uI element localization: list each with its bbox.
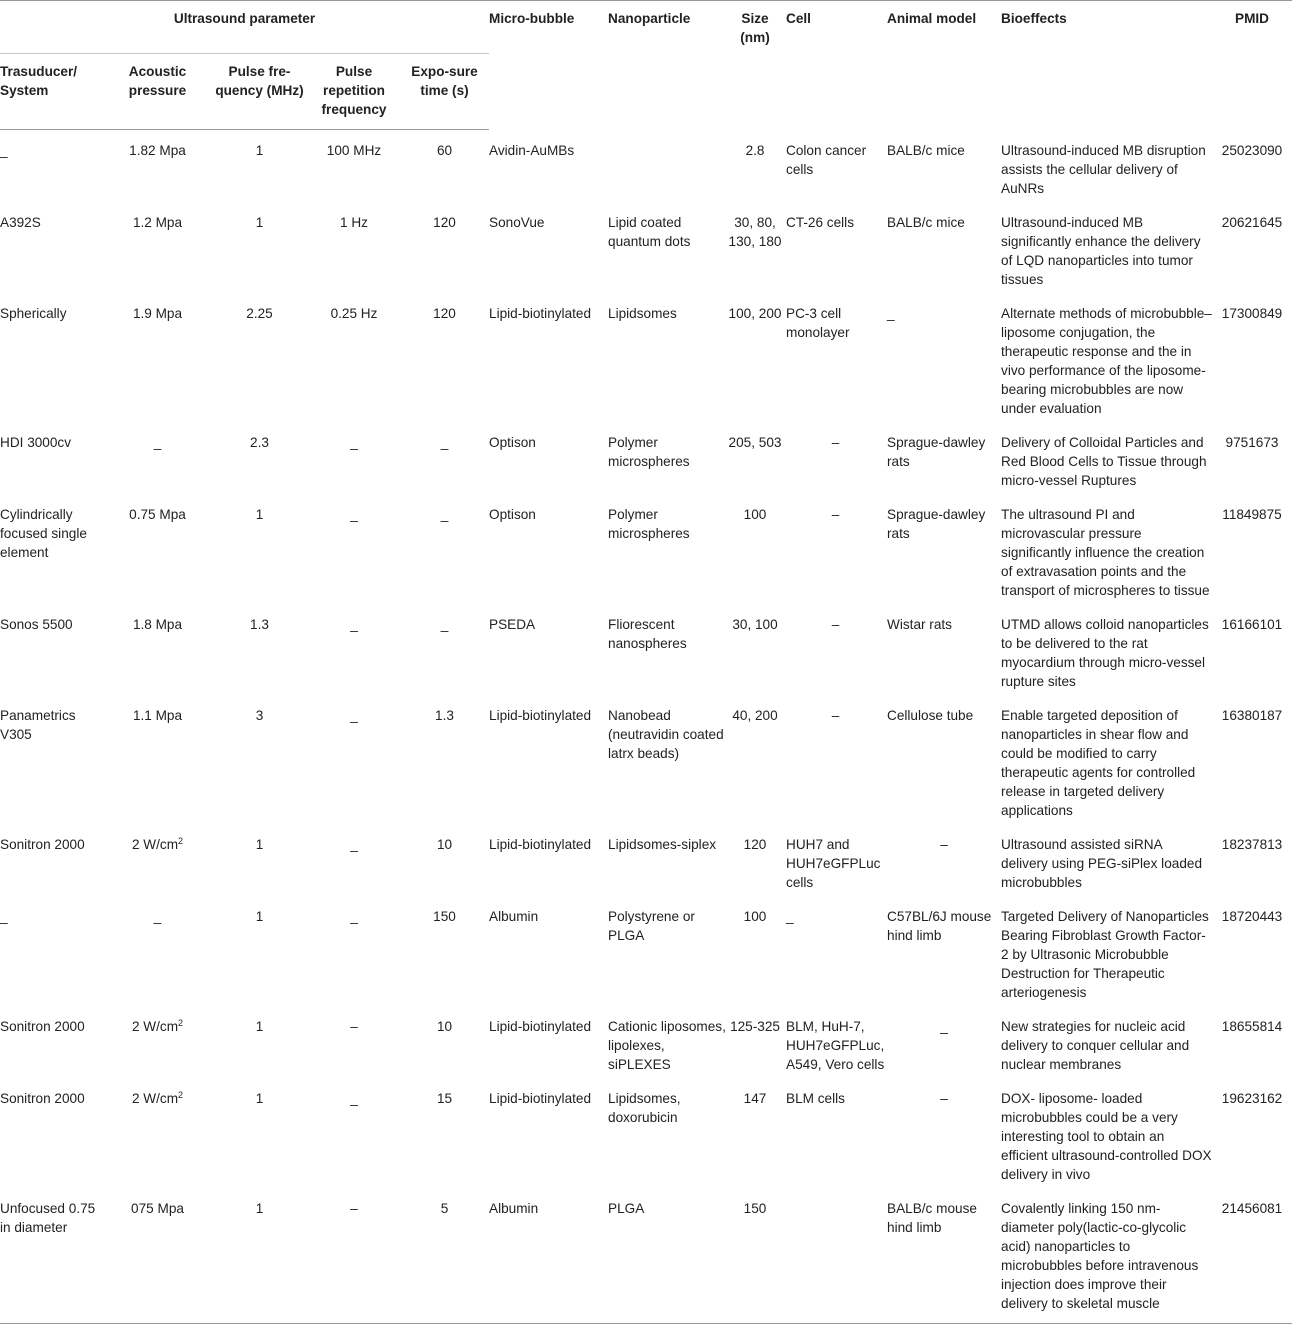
- pressure-cell: [104, 1078, 211, 1188]
- pmid-cell: 16380187: [1221, 707, 1283, 723]
- exposure-cell: 120: [433, 214, 456, 230]
- table-row: [0, 1078, 1292, 1188]
- cell-line-cell: Colon cancer cells: [786, 142, 867, 177]
- nanoparticle-cell: Cationic liposomes, lipolexes, siPLEXES: [608, 1018, 726, 1072]
- transducer-cell: Unfocused 0.75 in diameter: [0, 1188, 104, 1324]
- bioeffects-header: Bioeffects: [1001, 11, 1067, 26]
- animal-model-cell: Sprague-dawley rats: [887, 506, 986, 541]
- prf-cell: _: [350, 434, 358, 450]
- nanoparticle-header: Nanoparticle: [608, 11, 691, 26]
- table-row: [0, 896, 1292, 1006]
- frequency-cell: 1: [255, 908, 264, 924]
- size-cell: 150: [726, 1188, 784, 1324]
- cell-line-cell: –: [831, 434, 840, 450]
- microbubble-cell: Albumin: [489, 1188, 608, 1324]
- nanoparticle-cell: Lipidsomes: [608, 305, 677, 321]
- transducer-cell: Sonitron 2000: [0, 1018, 85, 1034]
- transducer-cell: Spherically: [0, 305, 67, 321]
- size-cell: 40, 200: [732, 707, 778, 723]
- transducer-cell: HDI 3000cv: [0, 434, 72, 450]
- prf-cell: _: [350, 616, 358, 632]
- cell-line-cell: BLM cells: [786, 1090, 845, 1106]
- pmid-cell: 18655814: [1221, 1018, 1283, 1034]
- microbubble-cell: Avidin-AuMBs: [489, 142, 575, 158]
- pressure-value: 2 W/cm: [131, 1018, 179, 1034]
- size-cell: 30, 100: [732, 616, 778, 632]
- table-row: [0, 202, 1292, 293]
- animal-model-cell: Wistar rats: [887, 616, 952, 632]
- microbubble-cell: SonoVue: [489, 214, 545, 230]
- animal-model-header: Animal model: [887, 11, 977, 26]
- frequency-cell: 3: [255, 707, 264, 723]
- table-row: [0, 695, 1292, 824]
- cell-line-cell: PC-3 cell monolayer: [786, 305, 850, 340]
- size-header: Size (nm): [740, 11, 770, 45]
- transducer-cell: _: [0, 143, 8, 158]
- prf-cell: _: [350, 836, 358, 852]
- transducer-cell: Sonitron 2000: [0, 1090, 85, 1106]
- bioeffects-cell: Ultrasound-induced MB disruption assists the cellular delivery of AuNRs: [1001, 142, 1206, 196]
- prf-cell: _: [350, 1090, 358, 1106]
- size-cell: 30, 80, 130, 180: [728, 214, 782, 249]
- bioeffects-cell: Delivery of Colloidal Particles and Red Blood Cells to Tissue through micro-vessel Ruptures: [1001, 434, 1207, 488]
- pmid-cell: 25023090: [1221, 142, 1283, 158]
- table-row: [0, 1006, 1292, 1078]
- exposure-cell: 15: [436, 1090, 453, 1106]
- animal-model-cell: Cellulose tube: [887, 707, 974, 723]
- exposure-cell: _: [440, 506, 449, 522]
- frequency-cell: 1: [255, 836, 264, 852]
- bioeffects-cell: The ultrasound PI and microvascular pressure significantly influence the creation of extravasation points and the transport of microspheres to tissue: [1001, 506, 1210, 598]
- bioeffects-cell: Covalently linking 150 nm-diameter poly(lactic-co-glycolic acid) nanoparticles to microbubbles before intravenous injection does improve their delivery to skeletal muscle: [1001, 1188, 1212, 1324]
- exposure-cell: 10: [436, 1018, 453, 1034]
- size-cell: 100: [743, 908, 767, 924]
- pmid-cell: 16166101: [1221, 616, 1283, 632]
- nanoparticle-cell: Fliorescent nanospheres: [608, 616, 687, 651]
- animal-model-cell: BALB/c mouse hind limb: [887, 1188, 1001, 1324]
- animal-model-cell: BALB/c mice: [887, 142, 965, 158]
- exposure-cell: 5: [400, 1188, 489, 1324]
- prf-cell: 1 Hz: [340, 214, 368, 230]
- size-cell: 2.8: [745, 142, 765, 158]
- transducer-cell: Sonitron 2000: [0, 836, 85, 852]
- exposure-cell: 1.3: [435, 707, 454, 723]
- pressure-value: 2 W/cm: [131, 836, 179, 852]
- bioeffects-cell: UTMD allows colloid nanoparticles to be delivered to the rat myocardium through micro-vessel rupture sites: [1001, 616, 1209, 689]
- pressure-cell: 1.8 Mpa: [132, 616, 183, 632]
- transducer-cell: Panametrics V305: [0, 707, 76, 742]
- animal-model-cell: C57BL/6J mouse hind limb: [887, 908, 992, 943]
- exposure-cell: 60: [436, 143, 453, 158]
- prf-cell: 100 MHz: [326, 143, 382, 158]
- bioeffects-cell: Enable targeted deposition of nanoparticles in shear flow and could be modified to carry therapeutic agents for controlled release in targeted delivery applications: [1001, 707, 1196, 818]
- table-row: [0, 422, 1292, 494]
- exposure-cell: 10: [436, 836, 453, 852]
- prf-cell: –: [350, 1018, 358, 1034]
- transducer-cell: A392S: [0, 214, 41, 230]
- nanoparticle-cell: PLGA: [608, 1188, 726, 1324]
- table-row: [0, 604, 1292, 695]
- pressure-cell: [104, 1006, 211, 1078]
- frequency-cell: 1: [211, 1188, 308, 1324]
- pressure-value: 2 W/cm: [131, 1090, 179, 1106]
- table-row: [0, 130, 1292, 202]
- frequency-cell: 1: [255, 143, 264, 158]
- nanoparticle-cell: Polystyrene or PLGA: [608, 908, 695, 943]
- microbubble-cell: Optison: [489, 434, 536, 450]
- cell-line-cell: HUH7 and HUH7eGFPLuc cells: [786, 836, 881, 890]
- nanoparticle-cell: Lipidsomes, doxorubicin: [608, 1090, 681, 1125]
- size-cell: 100: [743, 506, 767, 522]
- frequency-cell: 1: [255, 506, 264, 522]
- cell-line-cell: –: [831, 616, 840, 632]
- pressure-cell: 1.2 Mpa: [132, 214, 183, 230]
- size-cell: 205, 503: [728, 434, 782, 450]
- animal-model-cell: _: [940, 1018, 948, 1034]
- microbubble-cell: PSEDA: [489, 616, 536, 632]
- frequency-cell: 2.25: [246, 305, 273, 321]
- micro-bubble-header: Micro-bubble: [489, 11, 575, 26]
- prf-cell: _: [350, 506, 358, 522]
- cell-line-cell: –: [831, 506, 840, 522]
- frequency-cell: 1: [255, 214, 264, 230]
- pressure-cell: 1.9 Mpa: [132, 305, 183, 321]
- microbubble-cell: Lipid-biotinylated: [489, 305, 592, 321]
- animal-model-cell: –: [940, 836, 948, 852]
- transducer-cell: Sonos 5500: [0, 616, 73, 632]
- pressure-superscript: 2: [178, 1089, 184, 1100]
- animal-model-cell: BALB/c mice: [887, 214, 965, 230]
- animal-model-cell: _: [887, 305, 895, 321]
- frequency-cell: 2.3: [250, 434, 269, 450]
- acoustic-pressure-header: Acoustic pressure: [104, 54, 211, 130]
- nanoparticle-cell: Lipidsomes-siplex: [608, 836, 717, 852]
- nanoparticle-cell: [608, 130, 726, 202]
- pmid-cell: 18237813: [1221, 836, 1283, 852]
- pressure-cell: 1.1 Mpa: [132, 707, 183, 723]
- pressure-cell: 1.82 Mpa: [129, 143, 186, 158]
- bioeffects-cell: DOX- liposome- loaded microbubbles could be a very interesting tool to obtain an efficient ultrasound-controlled DOX delivery in vivo: [1001, 1090, 1212, 1182]
- frequency-cell: 1.3: [250, 616, 269, 632]
- bioeffects-cell: Alternate methods of microbubble–liposome conjugation, the therapeutic response and the in vivo performance of the liposome-bearing microbubbles are now under evaluation: [1001, 305, 1212, 416]
- cell-line-cell: –: [831, 707, 840, 723]
- cell-line-cell: CT-26 cells: [786, 214, 855, 230]
- cell-header: Cell: [786, 11, 811, 26]
- pressure-cell: 0.75 Mpa: [129, 506, 186, 522]
- nanoparticle-cell: Lipid coated quantum dots: [608, 214, 691, 249]
- microbubble-cell: Optison: [489, 506, 536, 522]
- animal-model-cell: –: [940, 1090, 948, 1106]
- ultrasound-parameter-header: Ultrasound parameter: [0, 1, 489, 54]
- size-cell: 147: [743, 1090, 767, 1106]
- transducer-cell: _: [0, 908, 8, 924]
- prf-cell: –: [308, 1188, 400, 1324]
- nanoparticle-cell: Polymer microspheres: [608, 506, 690, 541]
- pmid-cell: 21456081: [1212, 1188, 1292, 1324]
- cell-line-cell: [784, 1188, 887, 1324]
- bioeffects-cell: Ultrasound-induced MB significantly enhance the delivery of LQD nanoparticles into tumor tissues: [1001, 214, 1201, 287]
- table-row: [0, 824, 1292, 896]
- nanoparticle-cell: Polymer microspheres: [608, 434, 690, 469]
- cell-line-cell: BLM, HuH-7, HUH7eGFPLuc, A549, Vero cells: [786, 1018, 885, 1072]
- pmid-cell: 9751673: [1225, 434, 1279, 450]
- nanoparticle-cell: Nanobead (neutravidin coated latrx beads): [608, 707, 724, 761]
- table-row: [0, 1188, 1292, 1324]
- size-cell: 120: [743, 836, 767, 852]
- exposure-time-header: Expo-sure time (s): [400, 54, 489, 130]
- table-row: [0, 494, 1292, 604]
- microbubble-cell: Lipid-biotinylated: [489, 1090, 592, 1106]
- cell-line-cell: _: [786, 908, 794, 924]
- microbubble-cell: Albumin: [489, 908, 539, 924]
- size-cell: 100, 200: [728, 305, 782, 321]
- pressure-cell: 075 Mpa: [104, 1188, 211, 1324]
- exposure-cell: 120: [433, 305, 456, 321]
- pmid-cell: 17300849: [1221, 305, 1283, 321]
- microbubble-cell: Lipid-biotinylated: [489, 836, 592, 852]
- transducer-header: Trasuducer/ System: [0, 54, 104, 130]
- size-cell: 125-325: [730, 1018, 780, 1034]
- exposure-cell: _: [440, 434, 449, 450]
- pulse-frequency-header: Pulse fre-quency (MHz): [211, 54, 308, 130]
- table-body: [0, 130, 1292, 1324]
- microbubble-cell: Lipid-biotinylated: [489, 707, 592, 723]
- table-row: [0, 293, 1292, 422]
- pmid-cell: 18720443: [1221, 908, 1283, 924]
- bioeffects-cell: Ultrasound assisted siRNA delivery using PEG-siPlex loaded microbubbles: [1001, 836, 1203, 890]
- prf-cell: _: [350, 908, 358, 924]
- pmid-header: PMID: [1235, 11, 1269, 26]
- bioeffects-cell: New strategies for nucleic acid delivery to conquer cellular and nuclear membranes: [1001, 1018, 1190, 1072]
- bioeffects-cell: Targeted Delivery of Nanoparticles Bearing Fibroblast Growth Factor-2 by Ultrasonic Microbubble Destruction for Therapeutic arteriogenesis: [1001, 908, 1209, 1000]
- microbubble-cell: Lipid-biotinylated: [489, 1018, 592, 1034]
- pressure-cell: _: [153, 434, 162, 450]
- prf-cell: _: [350, 707, 358, 723]
- pmid-cell: 19623162: [1221, 1090, 1283, 1106]
- frequency-cell: 1: [255, 1090, 264, 1106]
- animal-model-cell: Sprague-dawley rats: [887, 434, 986, 469]
- frequency-cell: 1: [255, 1018, 264, 1034]
- pressure-cell: _: [153, 908, 162, 924]
- exposure-cell: _: [440, 616, 449, 632]
- transducer-cell: Cylindrically focused single element: [0, 506, 87, 560]
- pressure-superscript: 2: [178, 835, 184, 846]
- pressure-superscript: 2: [178, 1017, 184, 1028]
- prf-cell: 0.25 Hz: [330, 305, 378, 321]
- pressure-cell: [104, 824, 211, 896]
- pmid-cell: 11849875: [1222, 506, 1282, 522]
- pulse-repetition-frequency-header: Pulse repetition frequency: [308, 54, 400, 130]
- pmid-cell: 20621645: [1221, 214, 1283, 230]
- exposure-cell: 150: [433, 908, 456, 924]
- table-header: [0, 1, 1292, 130]
